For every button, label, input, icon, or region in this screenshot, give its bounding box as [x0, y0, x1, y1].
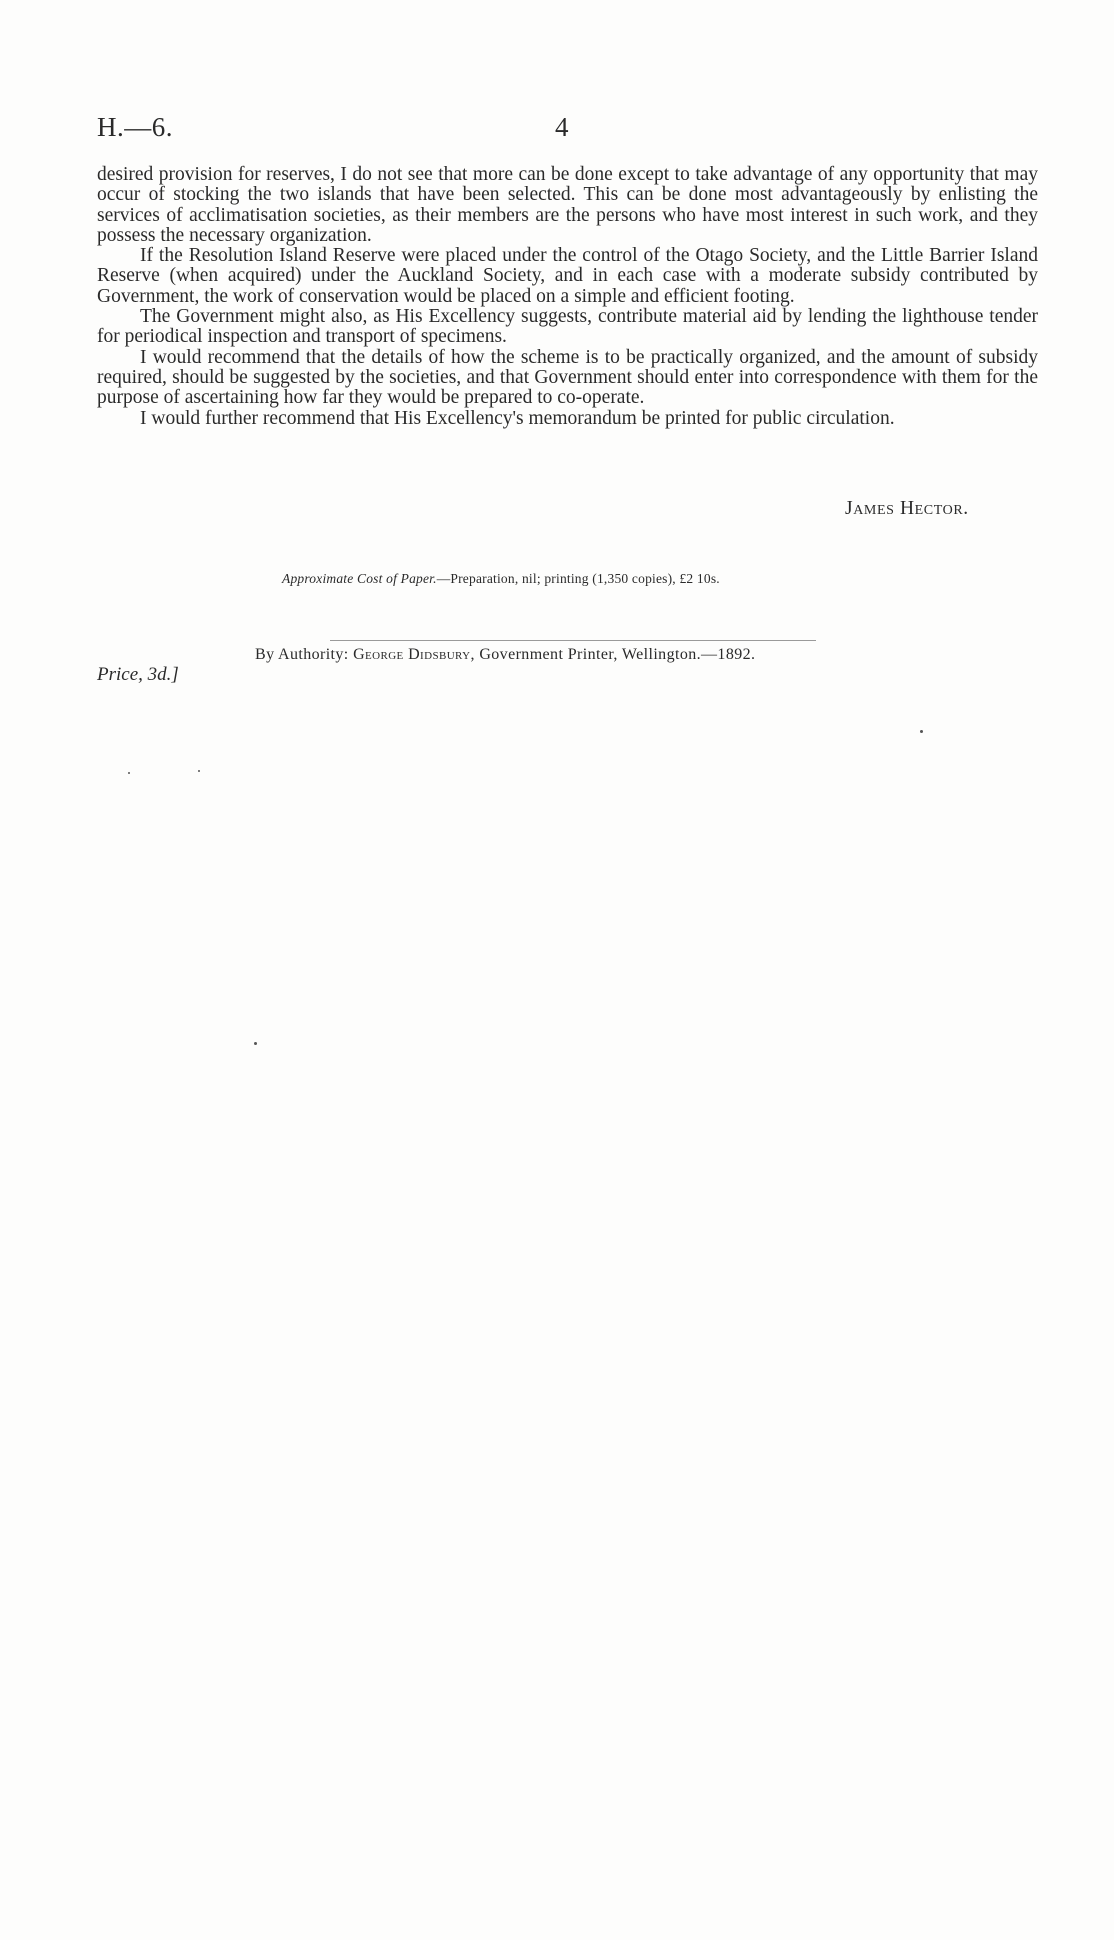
- printer-name: George Didsbury,: [353, 646, 475, 663]
- scan-speck: [198, 770, 200, 772]
- signature: James Hector.: [845, 498, 969, 519]
- paragraph: If the Resolution Island Reserve were placed under the control of the Otago Society, and the Little Barrier Island Reserve (when acquired) under the Auckland Society, and in each case with a moderate subsidy contributed by Government, the work of conservation would be placed on a simple and efficient footing.: [97, 245, 1038, 307]
- scan-speck: [128, 772, 130, 774]
- printing-authority: [255, 646, 755, 664]
- document-code: H.—6.: [97, 112, 173, 142]
- paragraph: desired provision for reserves, I do not see that more can be done except to take advantage of any opportunity that may occur of stocking the two islands that have been selected. This can be done most advantageously by enlisting the services of acclimatisation societies, as their members are the persons who have most interest in such work, and they possess the necessary organization.: [97, 164, 1038, 246]
- paragraph: I would further recommend that His Excellency's memorandum be printed for public circulation.: [140, 407, 895, 429]
- paragraph: I would recommend that the details of how the scheme is to be practically organized, and the amount of subsidy required, should be suggested by the societies, and that Government should enter into correspondence with them for the purpose of ascertaining how far they would be prepared to co-operate.: [97, 346, 1038, 409]
- cost-of-paper: [282, 571, 720, 587]
- scan-speck: [920, 730, 923, 733]
- cost-text: —Preparation, nil; printing (1,350 copies), £2 10s.: [436, 571, 720, 586]
- scan-speck: [254, 1042, 257, 1045]
- price: Price, 3d.]: [97, 664, 179, 685]
- paragraph: The Government might also, as His Excellency suggests, contribute material aid by lending the lighthouse tender for periodical inspection and transport of specimens.: [97, 306, 1038, 348]
- authority-suffix: Government Printer, Wellington.—1892.: [479, 646, 756, 663]
- cost-label: Approximate Cost of Paper.: [282, 571, 437, 586]
- page-number: 4: [555, 112, 569, 142]
- authority-prefix: By Authority:: [255, 646, 349, 663]
- divider-rule: [330, 640, 816, 641]
- body-text: [97, 165, 1038, 429]
